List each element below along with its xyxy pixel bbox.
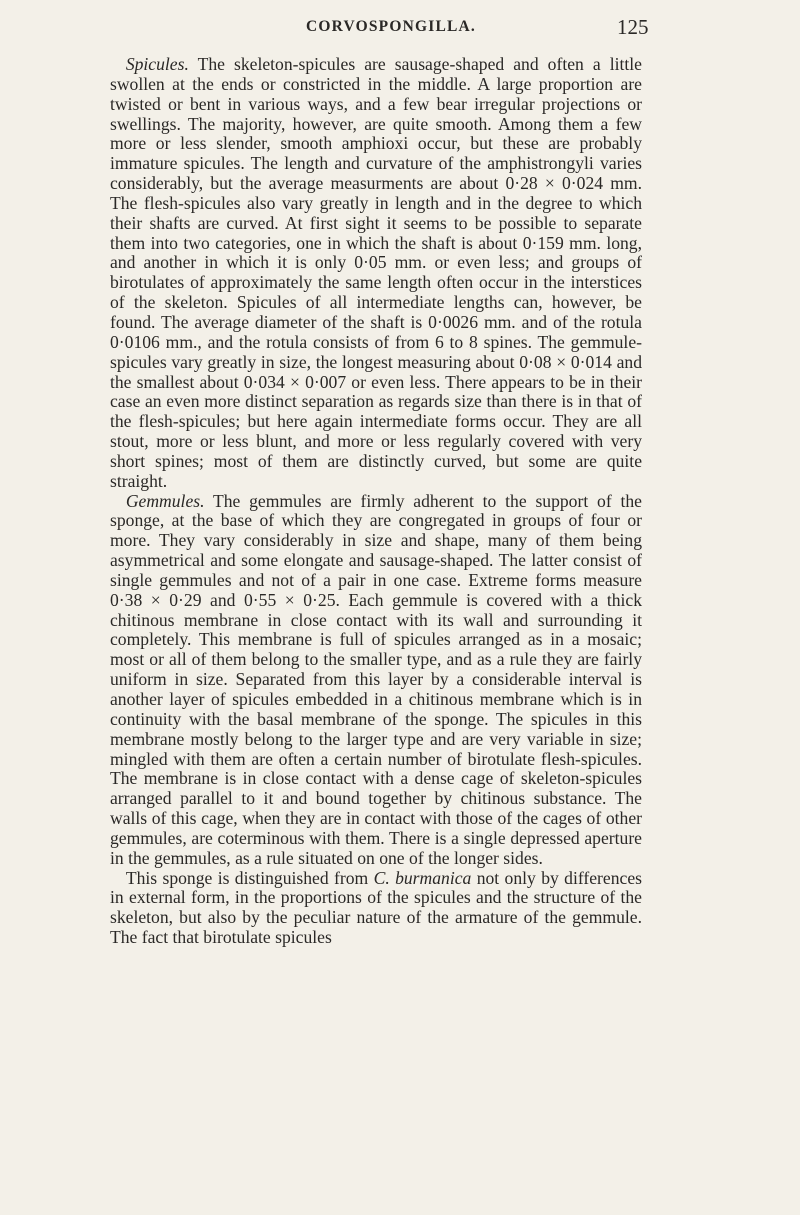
- paragraph-text-distinction-start: This sponge is distinguished from: [125, 867, 369, 888]
- paragraph-gemmules: [110, 492, 642, 869]
- paragraph-lead-spicules: Spicules.: [125, 54, 189, 74]
- paragraph-text-gemmules: The gemmules are firmly adherent to the support of the sponge, at the base of which they are congregated in groups of four or more. They vary considerably in size and shape, many of them being asymmetrical and some elongate and sausage-shaped. The latter consist of single gemmules and not of a pair in one case. Extreme forms measure 0·38 × 0·29 and 0·55 × 0·25. Each gemmule is covered with a thick chitinous membrane in close contact with its wall and surrounding it completely. This membrane is full of spicules arranged as in a mosaic; most or all of them belong to the smaller type, and as a rule they are fairly uniform in size. Separated from this layer by a considerable interval is another layer of spicules embedded in a chitinous membrane which is in continuity with the basal membrane of the sponge. The spicules in this membrane mostly belong to the larger type and are very variable in size; mingled with them are often a certain number of birotulate flesh-spicules. The membrane is in close contact with a dense cage of skeleton-spicules arranged parallel to it and bound together by chitinous substance. The walls of this cage, when they are in contact with those of the cages of other gemmules, are coterminous with them. There is a single depressed aperture in the gemmules, as a rule situated on one of the longer sides.: [110, 490, 642, 868]
- paragraph-spicules: [110, 55, 642, 492]
- running-title: CORVOSPONGILLA.: [306, 18, 477, 35]
- page-number: 125: [617, 15, 649, 39]
- running-head: [0, 15, 800, 44]
- species-name: C. burmanica: [373, 867, 472, 888]
- paragraph-text-distinction-end: not only by differences in external form, in the proportions of the spicules and the structure of the skeleton, but also by the peculiar nature of the armature of the gemmule. The fact that birotulate spicules: [110, 867, 642, 948]
- paragraph-lead-gemmules: Gemmules.: [125, 490, 205, 511]
- paragraph-text-spicules: The skeleton-spicules are sausage-shaped and often a little swollen at the ends or constricted in the middle. A large proportion are twisted or bent in various ways, and a few bear irregular projections or swellings. The majority, however, are quite smooth. Among them a few more or less slender, smooth amphioxi occur, but these are probably immature spicules. The length and curvature of the amphistrongyli varies considerably, but the average measurments are about 0·28 × 0·024 mm. The flesh-spicules also vary greatly in length and in the degree to which their shafts are curved. At first sight it seems to be possible to separate them into two categories, one in which the shaft is about 0·159 mm. long, and another in which it is only 0·05 mm. or even less; and groups of birotulates of approximately the same length often occur in the interstices of the skeleton. Spicules of all intermediate lengths can, however, be found. The average diameter of the shaft is 0·0026 mm. and of the rotula 0·0106 mm., and the rotula consists of from 6 to 8 spines. The gemmule-spicules vary greatly in size, the longest measuring about 0·08 × 0·014 and the smallest about 0·034 × 0·007 or even less. There appears to be in their case an even more distinct separation as regards size than there is in that of the flesh-spicules; but here again intermediate forms occur. They are all stout, more or less blunt, and more or less regularly covered with very short spines; most of them are distinctly curved, but some are quite straight.: [110, 54, 642, 491]
- paragraph-distinction: [110, 869, 642, 948]
- body-text: [110, 55, 642, 948]
